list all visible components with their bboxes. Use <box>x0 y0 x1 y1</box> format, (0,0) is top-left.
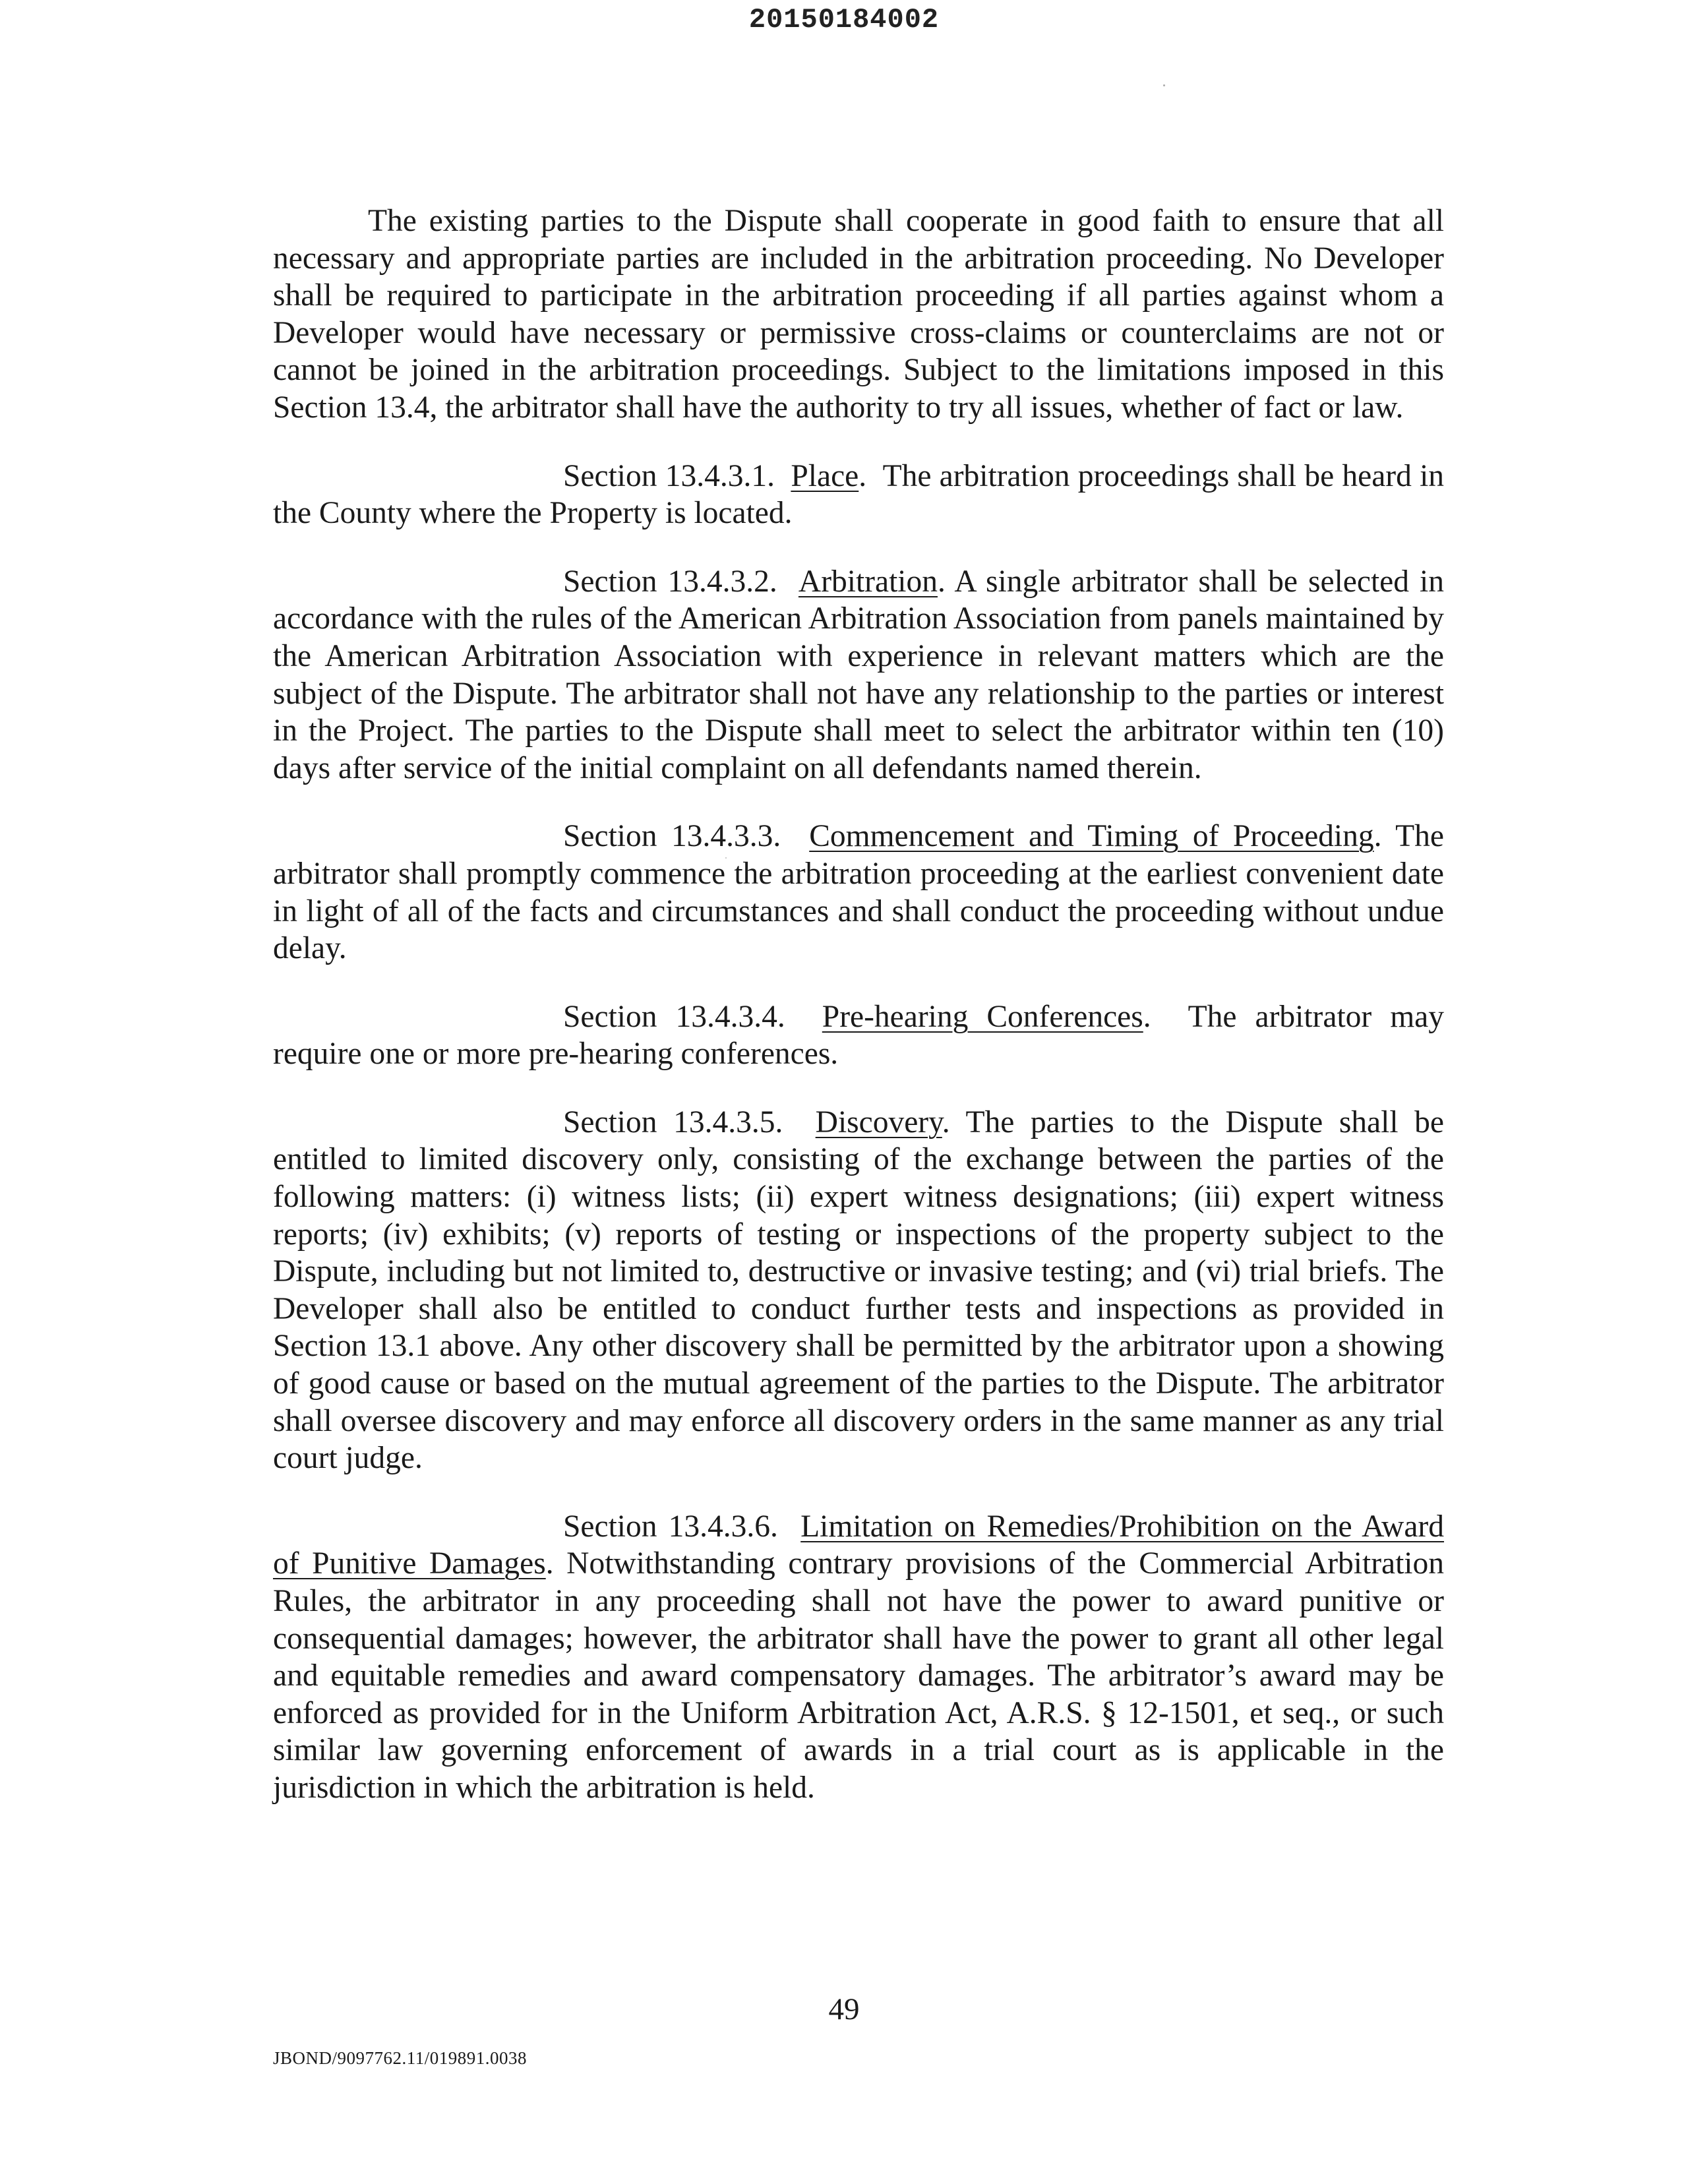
section-text: The arbitrator may require one or more pre-hearing conferences. <box>273 999 1445 1072</box>
section-number: Section 13.4.3.3. <box>563 819 781 854</box>
section-text: Notwithstanding contrary provisions of the Commercial Arbitration Rules, the arbitrator in any proceeding shall not have the power to award punitive or consequential damages; however, the arbitrator shall have the power to grant all other legal and equitable remedies and award compensatory damages. The arbitrator’s award may be enforced as provided for in the Uniform Arbitration Act, A.R.S. § 12-1501, et seq., or such similar law governing enforcement of awards in a trial court as is applicable in the jurisdiction in which the arbitration is held. <box>273 1546 1445 1805</box>
section-13-4-3-3: Section 13.4.3.3. Commencement and Timing of Proceeding. The arbitrator shall promptly commence the arbitration proceeding at the earliest convenient date in light of all of the facts and circumstances and shall conduct the proceeding without undue delay. <box>273 819 1444 966</box>
document-body <box>273 202 1444 1807</box>
section-heading: Arbitration <box>798 564 938 599</box>
section-text: The parties to the Dispute shall be entitled to limited discovery only, consisting of the exchange between the parties of the following matters: (i) witness lists; (ii) expert witness designations; (iii) expert witness reports; (iv) exhibits; (v) reports of testing or inspections of the property subject to the Dispute, including but not limited to, destructive or invasive testing; and (vi) trial briefs. The Developer shall also be entitled to conduct further tests and inspections as provided in Section 13.1 above. Any other discovery shall be permitted by the arbitrator upon a showing of good cause or based on the mutual agreement of the parties to the Dispute. The arbitrator shall oversee discovery and may enforce all discovery orders in the same manner as any trial court judge. <box>273 1105 1445 1476</box>
section-text: The arbitrator shall promptly commence the arbitration proceeding at the earliest convenient date in light of all of the facts and circumstances and shall conduct the proceeding without undue delay. <box>273 819 1444 966</box>
document-reference: JBOND/9097762.11/019891.0038 <box>273 2048 528 2068</box>
section-heading: Place <box>791 458 859 493</box>
section-13-4-3-5: Section 13.4.3.5. Discovery. The parties to the Dispute shall be entitled to limited discovery only, consisting of the exchange between the parties of the following matters: (i) witness lists; (ii) expert witness designations; (iii) expert witness reports; (iv) exhibits; (v) reports of testing or inspections of the property subject to the Dispute, including but not limited to, destructive or invasive testing; and (vi) trial briefs. The Developer shall also be entitled to conduct further tests and inspections as provided in Section 13.1 above. Any other discovery shall be permitted by the arbitrator upon a showing of good cause or based on the mutual agreement of the parties to the Dispute. The arbitrator shall oversee discovery and may enforce all discovery orders in the same manner as any trial court judge. <box>273 1105 1445 1476</box>
page-number: 49 <box>828 1992 860 2026</box>
section-heading: Limitation on Remedies/Prohibition on the Award of Punitive Damages <box>273 1509 1444 1581</box>
section-text: A single arbitrator shall be selected in accordance with the rules of the American Arbitration Association from panels maintained by the American Arbitration Association with experience in relevant matters which are the subject of the Dispute. The arbitrator shall not have any relationship to the parties or interest in the Project. The parties to the Dispute shall meet to select the arbitrator within ten (10) days after service of the initial complaint on all defendants named therein. <box>273 564 1444 785</box>
section-13-4-3-1: Section 13.4.3.1. Place. The arbitration proceedings shall be heard in the County where the Property is located. <box>273 458 1445 531</box>
scan-speck <box>1163 84 1165 86</box>
section-number: Section 13.4.3.6. <box>563 1509 778 1544</box>
document-number: 20150184002 <box>748 4 940 36</box>
section-heading: Commencement and Timing of Proceeding <box>809 819 1374 854</box>
section-13-4-3-6: Section 13.4.3.6. Limitation on Remedies/Prohibition on the Award of Punitive Damages. Notwithstanding contrary provisions of the Commercial Arbitration Rules, the arbitrator in any proceeding shall not have the power to award punitive or consequential damages; however, the arbitrator shall have the power to grant all other legal and equitable remedies and award compensatory damages. The arbitrator’s award may be enforced as provided for in the Uniform Arbitration Act, A.R.S. § 12-1501, et seq., or such similar law governing enforcement of awards in a trial court as is applicable in the jurisdiction in which the arbitration is held. <box>273 1509 1445 1805</box>
section-heading: Discovery <box>815 1105 942 1139</box>
section-text: The arbitration proceedings shall be heard in the County where the Property is located. <box>273 458 1445 531</box>
section-number: Section 13.4.3.1. <box>563 458 775 493</box>
paragraph-dispute-parties <box>273 202 1444 427</box>
section-13-4-3-2: Section 13.4.3.2. Arbitration. A single arbitrator shall be selected in accordance with the rules of the American Arbitration Association from panels maintained by the American Arbitration Association with experience in relevant matters which are the subject of the Dispute. The arbitrator shall not have any relationship to the parties or interest in the Project. The parties to the Dispute shall meet to select the arbitrator within ten (10) days after service of the initial complaint on all defendants named therein. <box>273 564 1444 785</box>
section-number: Section 13.4.3.4. <box>563 999 785 1034</box>
paragraph-text: The existing parties to the Dispute shall cooperate in good faith to ensure that all necessary and appropriate parties are included in the arbitration proceeding. No Developer shall be required to participate in the arbitration proceeding if all parties against whom a Developer would have necessary or permissive cross-claims or counterclaims are not or cannot be joined in the arbitration proceedings. Subject to the limitations imposed in this Section 13.4, the arbitrator shall have the authority to try all issues, whether of fact or law. <box>273 204 1444 425</box>
section-13-4-3-4: Section 13.4.3.4. Pre-hearing Conferences. The arbitrator may require one or more pre-hearing conferences. <box>273 999 1445 1072</box>
section-heading: Pre-hearing Conferences <box>822 999 1143 1034</box>
section-number: Section 13.4.3.5. <box>563 1105 783 1139</box>
section-number: Section 13.4.3.2. <box>563 564 777 599</box>
